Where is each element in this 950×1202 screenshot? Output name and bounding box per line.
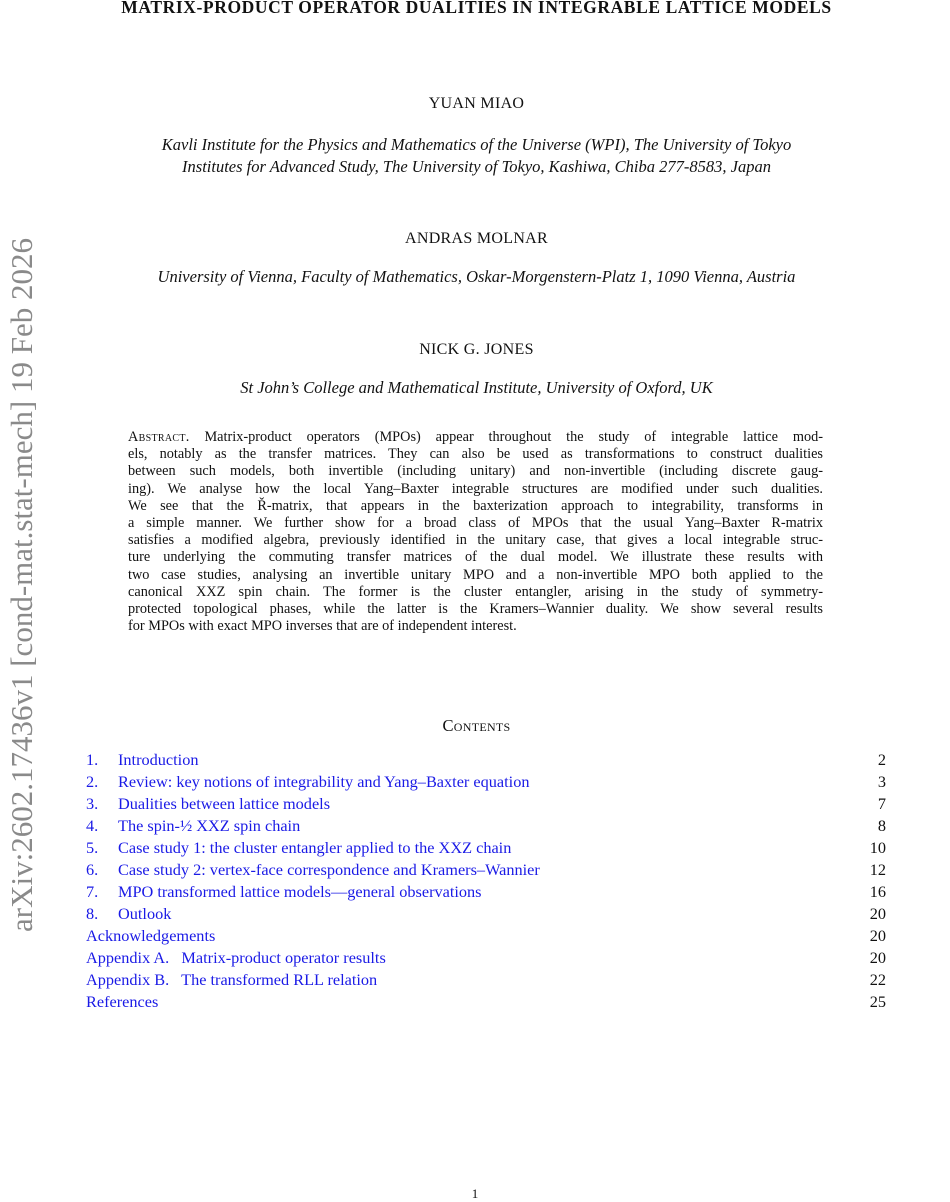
toc-entry xyxy=(86,771,886,793)
author-affiliation: St John’s College and Mathematical Institute, University of Oxford, UK xyxy=(240,378,713,397)
toc-link[interactable] xyxy=(86,903,171,925)
page-number: 1 xyxy=(471,1186,479,1201)
toc-section-title: Appendix A. Matrix-product operator results xyxy=(86,948,386,967)
toc-entry xyxy=(86,991,886,1013)
abstract-line: two case studies, analysing an invertible unitary MPO and a non-invertible MPO both applied to the xyxy=(128,566,823,583)
toc-page-number: 12 xyxy=(869,860,886,879)
abstract-line: els, notably as the transfer matrices. They can also be used as transformations to construct dualities xyxy=(128,446,823,463)
toc-entry xyxy=(86,969,886,991)
toc-page-number: 22 xyxy=(869,970,886,989)
contents-heading: Contents xyxy=(442,716,511,735)
toc-link[interactable] xyxy=(86,969,377,991)
toc-link[interactable] xyxy=(86,859,540,881)
toc-section-title: MPO transformed lattice models—general observations xyxy=(118,882,482,901)
toc-link[interactable] xyxy=(86,925,215,947)
toc-entry xyxy=(86,903,886,925)
toc-section-title: Dualities between lattice models xyxy=(118,794,331,813)
toc-entry xyxy=(86,815,886,837)
toc-link[interactable] xyxy=(86,793,330,815)
toc-page-number: 2 xyxy=(877,750,886,769)
toc-section-number: 6. xyxy=(86,860,99,879)
toc-section-number: 7. xyxy=(86,882,99,901)
toc-section-number: 4. xyxy=(86,816,99,835)
toc-link[interactable] xyxy=(86,749,198,771)
toc-link[interactable] xyxy=(86,991,158,1013)
toc-page-number: 10 xyxy=(869,838,886,857)
table-of-contents xyxy=(86,749,886,1013)
toc-section-title: References xyxy=(86,992,159,1011)
toc-page-number: 16 xyxy=(869,882,886,901)
toc-section-title: Outlook xyxy=(118,904,172,923)
toc-link[interactable] xyxy=(86,837,511,859)
toc-link[interactable] xyxy=(86,815,300,837)
toc-section-title: Case study 2: vertex-face correspondence and Kramers–Wannier xyxy=(118,860,540,879)
abstract-label: Abstract. xyxy=(128,429,190,445)
toc-page-number: 3 xyxy=(877,772,886,791)
abstract-line: ing). We analyse how the local Yang–Baxter integrable structures are modified under such dualities. xyxy=(128,480,823,497)
author-name: NICK G. JONES xyxy=(419,341,534,358)
author-name: ANDRAS MOLNAR xyxy=(404,230,549,247)
paper-title: MATRIX-PRODUCT OPERATOR DUALITIES IN INTEGRABLE LATTICE MODELS xyxy=(121,0,832,17)
abstract-line: between such models, both invertible (including unitary) and non-invertible (including discrete gaug- xyxy=(128,463,823,480)
toc-page-number: 7 xyxy=(877,794,886,813)
abstract-line: Abstract. Matrix-product operators (MPOs) appear throughout the study of integrable lattice mod- xyxy=(128,429,823,445)
abstract-line: a simple manner. We further show for a broad class of MPOs that the usual Yang–Baxter R-matrix xyxy=(128,514,823,531)
abstract-line: satisfies a modified algebra, previously identified in the unitary case, that gives a local integrable struc- xyxy=(128,532,823,549)
toc-page-number: 20 xyxy=(869,926,886,945)
toc-entry xyxy=(86,859,886,881)
author-affiliation: University of Vienna, Faculty of Mathematics, Oskar-Morgenstern-Platz 1, 1090 Vienna, Austria xyxy=(157,267,796,286)
abstract-line: protected topological phases, while the latter is the Kramers–Wannier duality. We show several results xyxy=(128,600,823,617)
abstract-line: We see that the Ř-matrix, that appears in the baxterization approach to integrability, transforms in xyxy=(128,497,823,514)
toc-entry xyxy=(86,925,886,947)
author-affiliation: Kavli Institute for the Physics and Mathematics of the Universe (WPI), The University of Tokyo xyxy=(161,135,792,154)
toc-entry xyxy=(86,793,886,815)
toc-section-number: 2. xyxy=(86,772,99,791)
toc-page-number: 20 xyxy=(869,948,886,967)
toc-link[interactable] xyxy=(86,771,529,793)
author-name: YUAN MIAO xyxy=(428,95,525,112)
toc-entry xyxy=(86,749,886,771)
toc-section-number: 8. xyxy=(86,904,99,923)
abstract xyxy=(128,429,823,635)
abstract-line: canonical XXZ spin chain. The former is the cluster entangler, arising in the study of symmetry- xyxy=(128,583,823,600)
toc-section-title: Review: key notions of integrability and Yang–Baxter equation xyxy=(118,772,530,791)
arxiv-stamp: arXiv:2602.17436v1 [cond-mat.stat-mech] 19 Feb 2026 xyxy=(4,238,39,932)
toc-link[interactable] xyxy=(86,947,386,969)
toc-entry xyxy=(86,947,886,969)
toc-section-title: Case study 1: the cluster entangler applied to the XXZ chain xyxy=(118,838,512,857)
toc-section-title: Acknowledgements xyxy=(86,926,216,945)
toc-section-title: Introduction xyxy=(118,750,199,769)
toc-entry xyxy=(86,881,886,903)
toc-page-number: 20 xyxy=(869,904,886,923)
toc-section-number: 5. xyxy=(86,838,99,857)
toc-entry xyxy=(86,837,886,859)
author-affiliation: Institutes for Advanced Study, The University of Tokyo, Kashiwa, Chiba 277-8583, Japan xyxy=(182,157,771,176)
toc-page-number: 8 xyxy=(877,816,886,835)
toc-page-number: 25 xyxy=(869,992,886,1011)
toc-section-number: 3. xyxy=(86,794,99,813)
toc-section-title: Appendix B. The transformed RLL relation xyxy=(86,970,378,989)
toc-link[interactable] xyxy=(86,881,482,903)
toc-section-title: The spin-½ XXZ spin chain xyxy=(118,816,301,835)
abstract-line: for MPOs with exact MPO inverses that are of independent interest. xyxy=(128,618,517,635)
toc-section-number: 1. xyxy=(86,750,99,769)
abstract-line: ture underlying the commuting transfer matrices of the dual model. We illustrate these results with xyxy=(128,549,823,566)
